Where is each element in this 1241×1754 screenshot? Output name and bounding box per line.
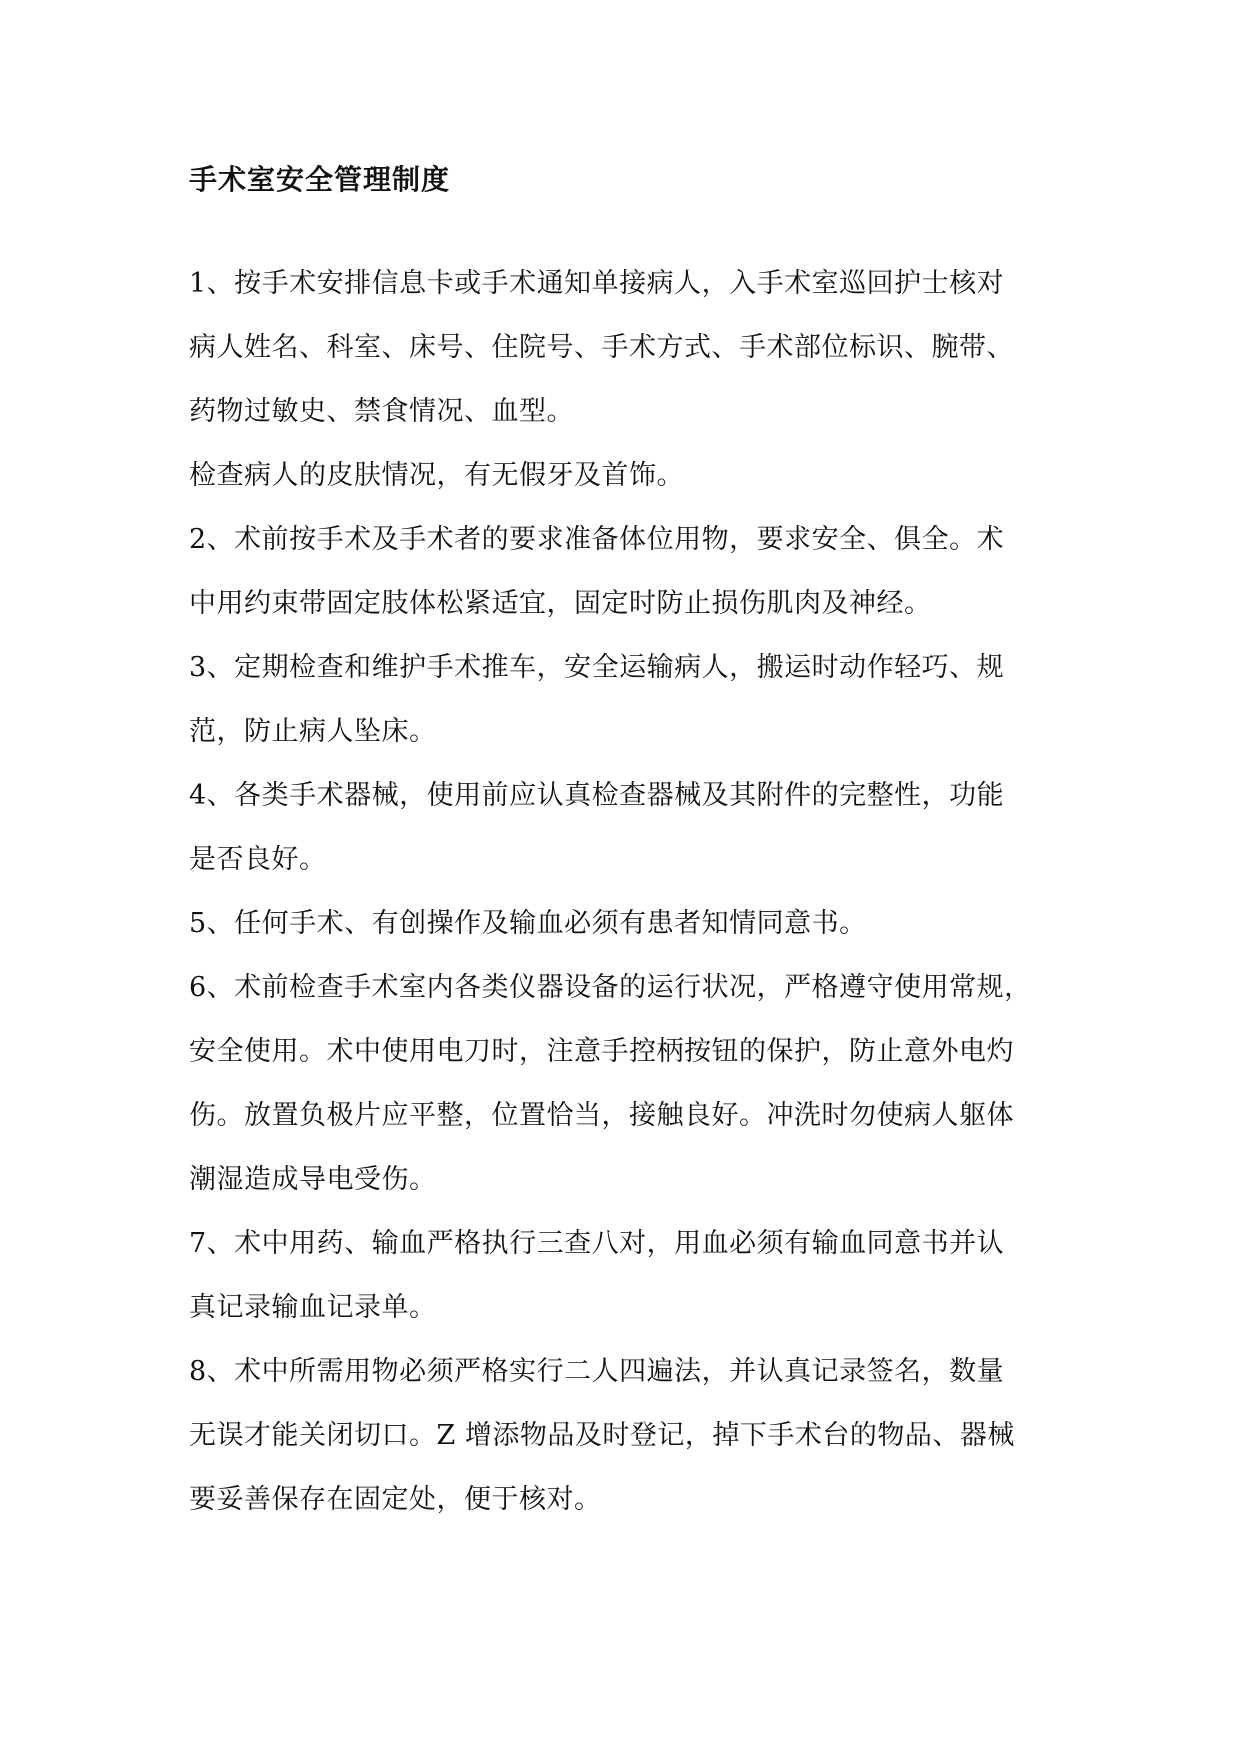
body-line: 中用约束带固定肢体松紧适宜，固定时防止损伤肌肉及神经。 xyxy=(189,588,932,619)
body-line: 8、术中所需用物必须严格实行二人四遍法，并认真记录签名，数量 xyxy=(189,1356,1005,1387)
body-line: 潮湿造成导电受伤。 xyxy=(189,1164,437,1195)
body-line: 6、术前检查手术室内各类仪器设备的运行状况，严格遵守使用常规， xyxy=(189,972,1032,1003)
body-line: 检查病人的皮肤情况，有无假牙及首饰。 xyxy=(189,460,684,491)
body-line: 病人姓名、科室、床号、住院号、手术方式、手术部位标识、腕带、 xyxy=(189,332,1014,363)
body-line: 伤。放置负极片应平整，位置恰当，接触良好。冲洗时勿使病人躯体 xyxy=(189,1100,1014,1131)
body-line: 3、定期检查和维护手术推车，安全运输病人，搬运时动作轻巧、规 xyxy=(189,652,1005,683)
document-title: 手术室安全管理制度 xyxy=(189,163,451,196)
body-line: 药物过敏史、禁食情况、血型。 xyxy=(189,396,574,427)
body-line: 是否良好。 xyxy=(189,844,327,875)
body-line: 安全使用。术中使用电刀时，注意手控柄按钮的保护，防止意外电灼 xyxy=(189,1036,1014,1067)
body-line: 7、术中用药、输血严格执行三查八对，用血必须有输血同意书并认 xyxy=(189,1228,1005,1259)
body-line: 范，防止病人坠床。 xyxy=(189,716,437,747)
body-line: 要妥善保存在固定处，便于核对。 xyxy=(189,1484,602,1515)
body-line: 2、术前按手术及手术者的要求准备体位用物，要求安全、俱全。术 xyxy=(189,524,1005,555)
body-line: 5、任何手术、有创操作及输血必须有患者知情同意书。 xyxy=(189,908,867,939)
body-line: 真记录输血记录单。 xyxy=(189,1292,437,1323)
body-line: 4、各类手术器械，使用前应认真检查器械及其附件的完整性，功能 xyxy=(189,780,1005,811)
body-line: 无误才能关闭切口。Z 增添物品及时登记，掉下手术台的物品、器械 xyxy=(189,1420,1015,1451)
body-line: 1、按手术安排信息卡或手术通知单接病人，入手术室巡回护士核对 xyxy=(189,268,1005,299)
